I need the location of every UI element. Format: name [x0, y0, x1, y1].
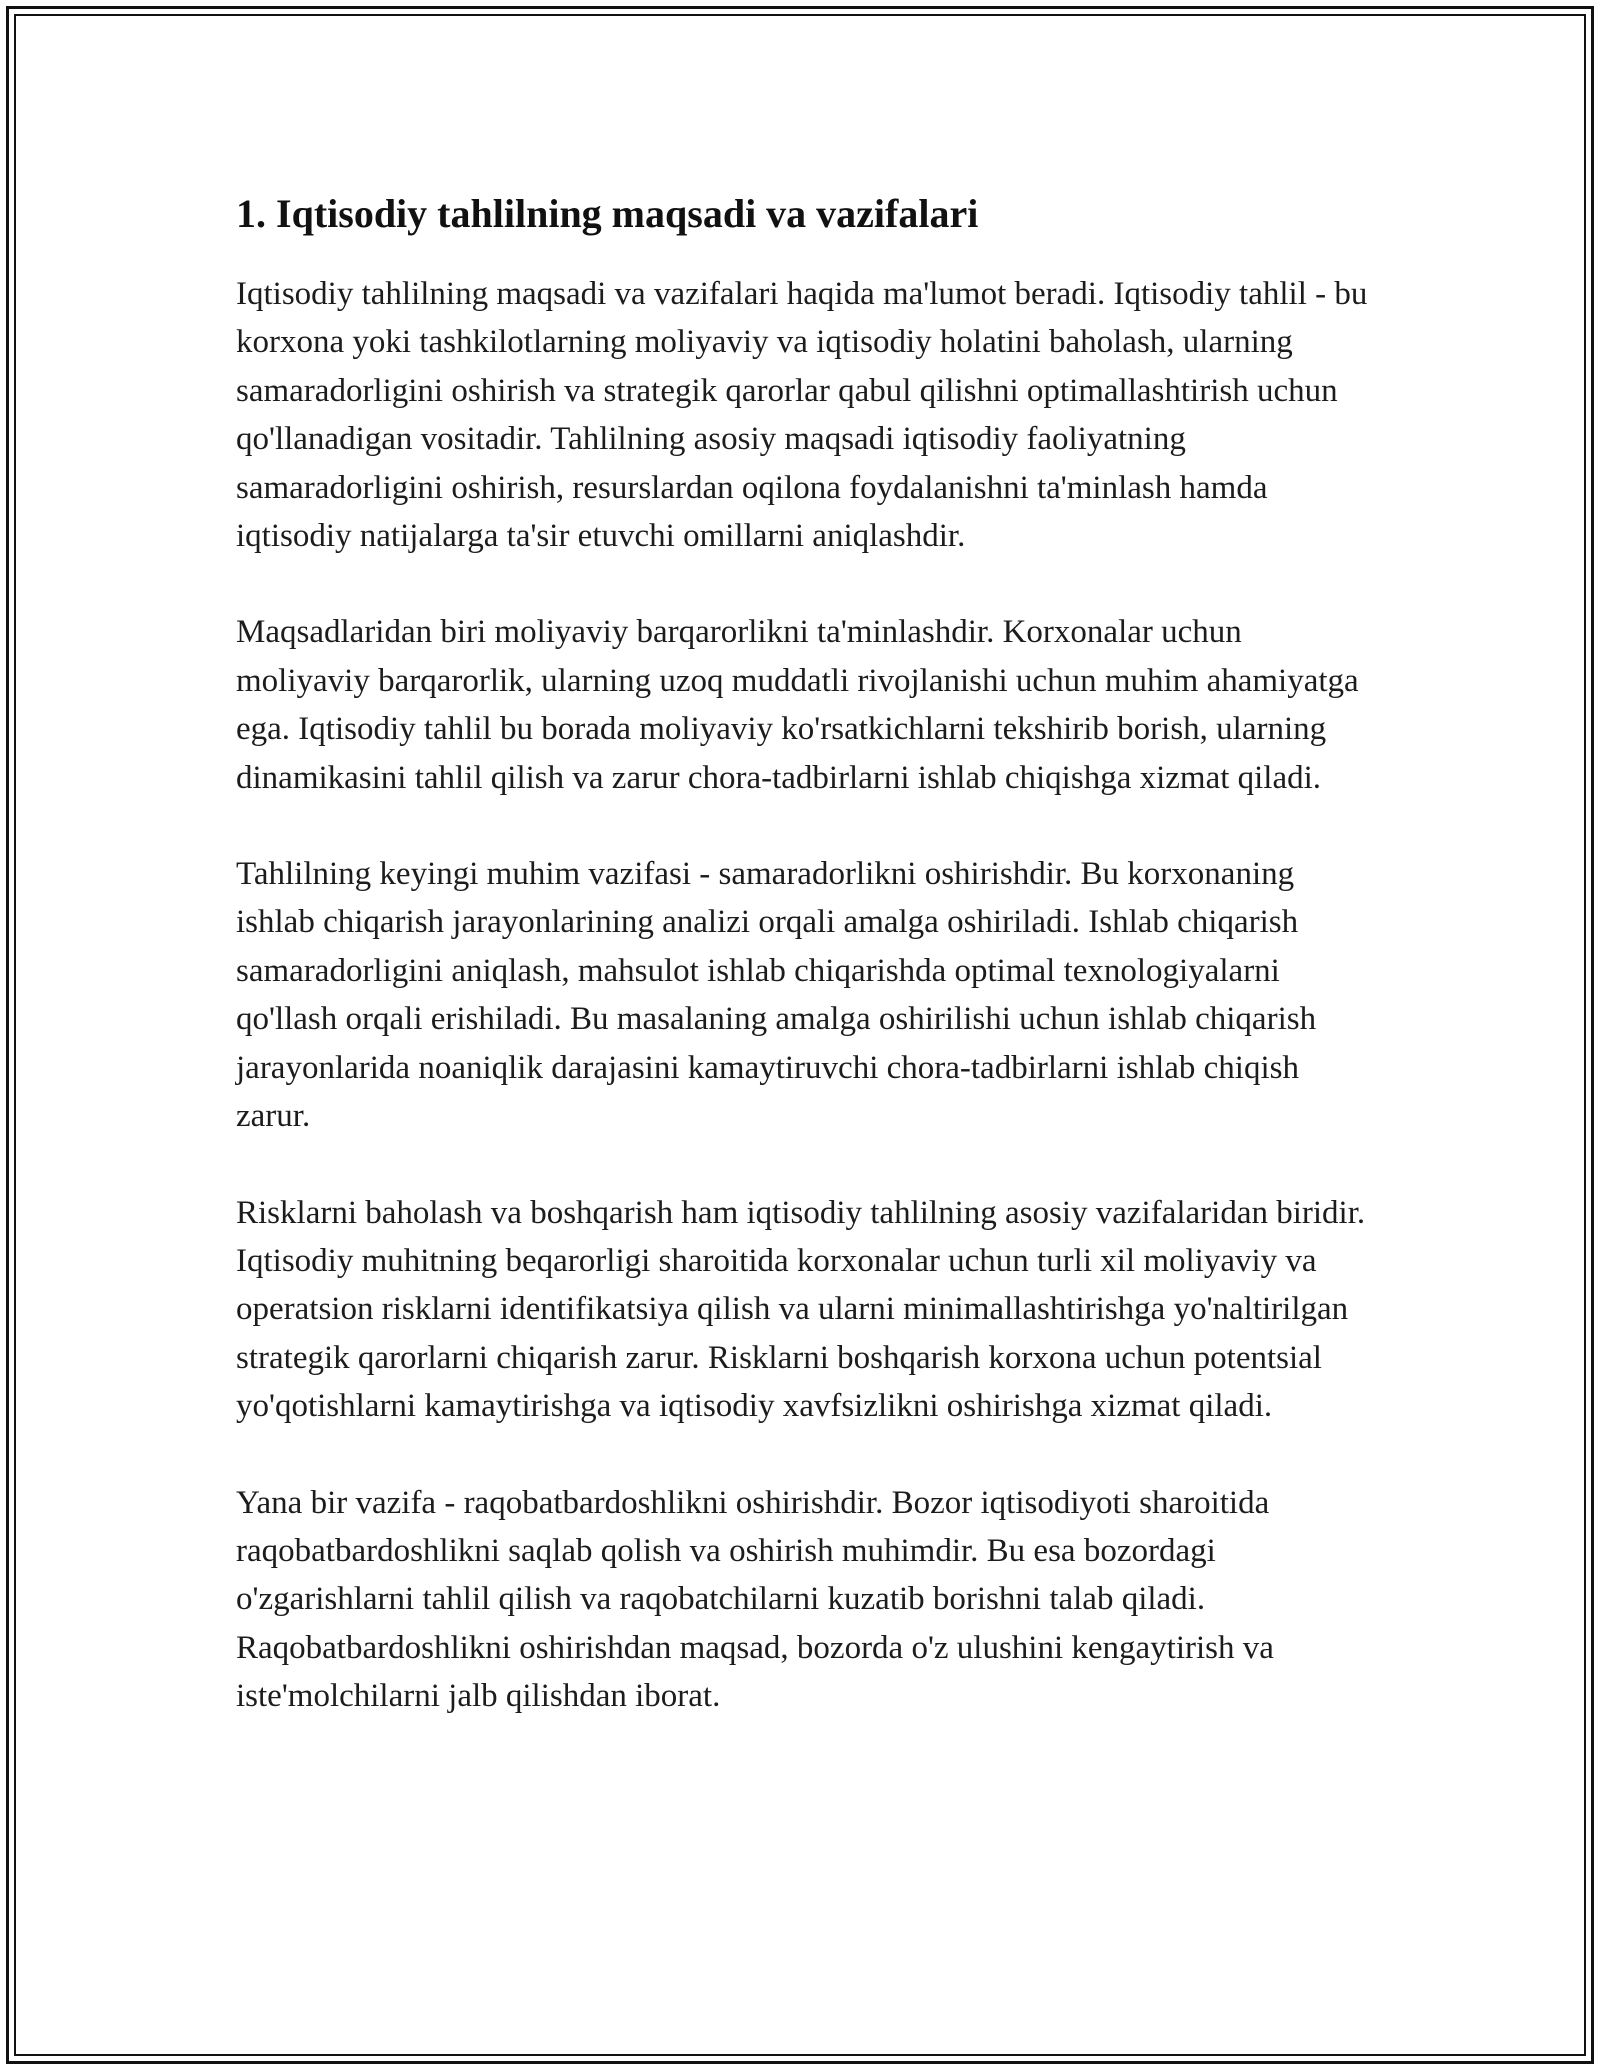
paragraph-financial-stability: Maqsadlaridan biri moliyaviy barqarorlikni ta'minlashdir. Korxonalar uchun moliyaviy barqarorlik, ularning uzoq muddatli rivojlanishi uchun muhim ahamiyatga ega. Iqtisodiy tahlil bu borada moliyaviy ko'rsatkichlarni tekshirib borish, ularning dinamikasini tahlil qilish va zarur chora-tadbirlarni ishlab chiqishga xizmat qiladi. [236, 614, 1359, 796]
paragraph-competitiveness: Yana bir vazifa - raqobatbardoshlikni oshirishdir. Bozor iqtisodiyoti sharoitida raqobatbardoshlikni saqlab qolish va oshirish muhimdir. Bu esa bozordagi o'zgarishlarni tahlil qilish va raqobatchilarni kuzatib borishni talab qiladi. Raqobatbardoshlikni oshirishdan maqsad, bozorda o'z ulushini kengaytirish va iste'molchilarni jalb qilishdan iborat. [236, 1484, 1274, 1715]
paragraph-purpose: Iqtisodiy tahlilning maqsadi va vazifalari haqida ma'lumot beradi. Iqtisodiy tahlil - bu korxona yoki tashkilotlarning moliyaviy va iqtisodiy holatini baholash, ularning samaradorligini oshirish va strategik qarorlar qabul qilishni optimallashtirish uchun qo'llanadigan vositadir. Tahlilning asosiy maqsadi iqtisodiy faoliyatning samaradorligini oshirish, resurslardan oqilona foydalanishni ta'minlash hamda iqtisodiy natijalarga ta'sir etuvchi omillarni aniqlashdir. [236, 276, 1368, 555]
paragraph-efficiency: Tahlilning keyingi muhim vazifasi - samaradorlikni oshirishdir. Bu korxonaning ishlab chiqarish jarayonlarining analizi orqali amalga oshiriladi. Ishlab chiqarish samaradorligini aniqlash, mahsulot ishlab chiqarishda optimal texnologiyalarni qo'llash orqali erishiladi. Bu masalaning amalga oshirilishi uchun ishlab chiqarish jarayonlarida noaniqlik darajasini kamaytiruvchi chora-tadbirlarni ishlab chiqish zarur. [236, 856, 1317, 1135]
document-body [236, 188, 1376, 1721]
paragraph-risk-management: Risklarni baholash va boshqarish ham iqtisodiy tahlilning asosiy vazifalaridan biridir. Iqtisodiy muhitning beqarorligi sharoitida korxonalar uchun turli xil moliyaviy va operatsion risklarni identifikatsiya qilish va ularni minimallashtirishga yo'naltirilgan strategik qarorlarni chiqarish zarur. Risklarni boshqarish korxona uchun potentsial yo'qotishlarni kamaytirishga va iqtisodiy xavfsizlikni oshirishga xizmat qiladi. [236, 1194, 1366, 1425]
section-title: 1. Iqtisodiy tahlilning maqsadi va vazifalari [236, 191, 979, 236]
